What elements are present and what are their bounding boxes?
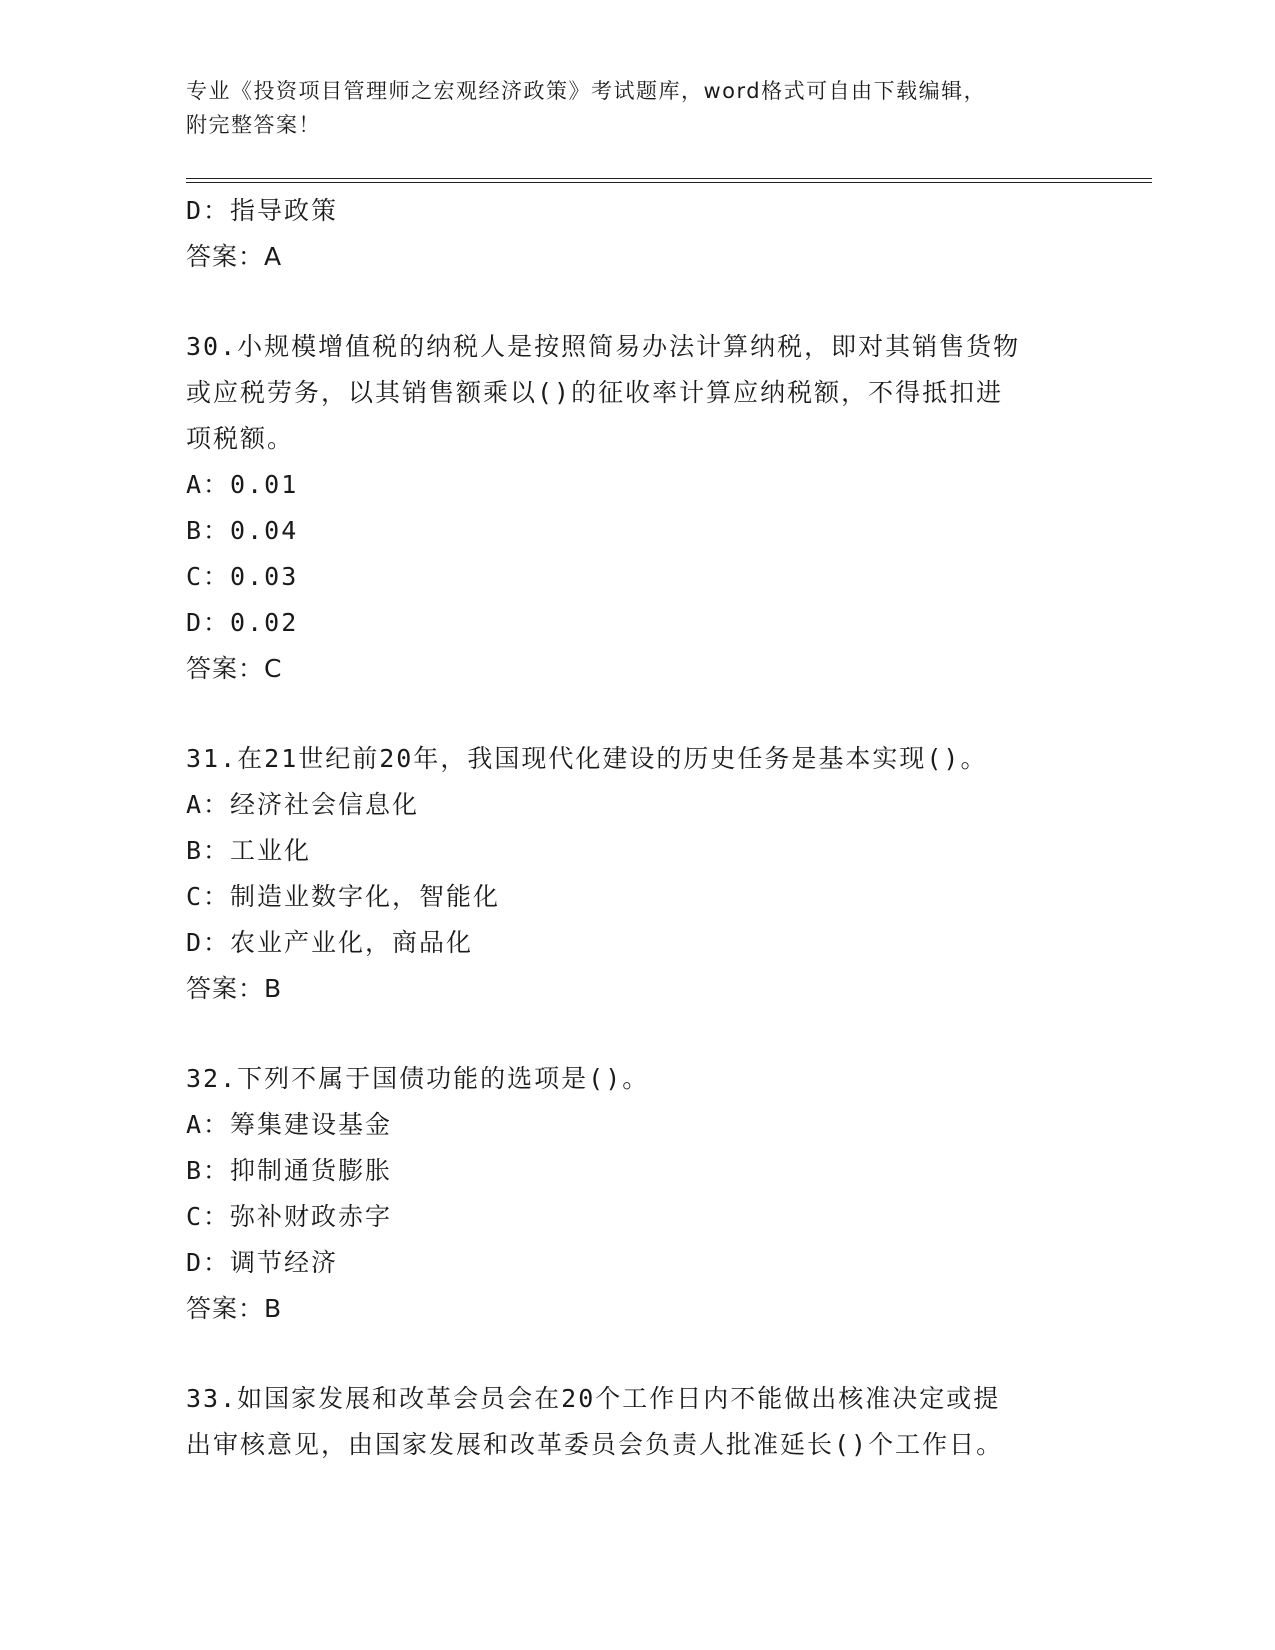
option-a: A：0.01 — [186, 470, 299, 499]
option-b: B：工业化 — [186, 836, 312, 865]
document-header — [186, 74, 1086, 142]
question-stem: 31.在21世纪前20年，我国现代化建设的历史任务是基本实现()。 — [186, 744, 988, 773]
option-c: C：弥补财政赤字 — [186, 1202, 393, 1231]
option-d: D：0.02 — [186, 608, 299, 637]
option-c: C：0.03 — [186, 562, 299, 591]
question-stem: 或应税劳务，以其销售额乘以()的征收率计算应纳税额，不得抵扣进 — [186, 378, 1004, 407]
question-stem: 项税额。 — [186, 424, 295, 453]
question-stem: 32.下列不属于国债功能的选项是()。 — [186, 1064, 650, 1093]
option-c: C：制造业数字化，智能化 — [186, 882, 501, 911]
question-33 — [186, 1376, 1152, 1468]
question-stem: 30.小规模增值税的纳税人是按照简易办法计算纳税，即对其销售货物 — [186, 332, 1021, 361]
question-31 — [186, 736, 1152, 1012]
question-29-tail — [186, 188, 1152, 280]
option-b: B：抑制通货膨胀 — [186, 1156, 393, 1185]
question-32 — [186, 1056, 1152, 1332]
option-d: D：指导政策 — [186, 196, 339, 225]
question-stem: 出审核意见，由国家发展和改革委员会负责人批准延长()个工作日。 — [186, 1430, 1004, 1459]
answer: 答案：B — [186, 1294, 283, 1323]
header-line-1: 专业《投资项目管理师之宏观经济政策》考试题库，word格式可自由下载编辑， — [186, 79, 987, 103]
answer: 答案：C — [186, 654, 283, 683]
question-list — [186, 188, 1152, 1468]
question-stem: 33.如国家发展和改革会员会在20个工作日内不能做出核准决定或提 — [186, 1384, 1001, 1413]
header-divider-bottom — [186, 182, 1152, 183]
question-30 — [186, 324, 1152, 692]
option-d: D：调节经济 — [186, 1248, 339, 1277]
option-b: B：0.04 — [186, 516, 299, 545]
header-divider-top — [186, 178, 1152, 179]
option-a: A：经济社会信息化 — [186, 790, 420, 819]
header-line-2: 附完整答案！ — [186, 113, 321, 137]
answer: 答案：A — [186, 242, 283, 271]
answer: 答案：B — [186, 974, 283, 1003]
option-a: A：筹集建设基金 — [186, 1110, 393, 1139]
option-d: D：农业产业化，商品化 — [186, 928, 474, 957]
